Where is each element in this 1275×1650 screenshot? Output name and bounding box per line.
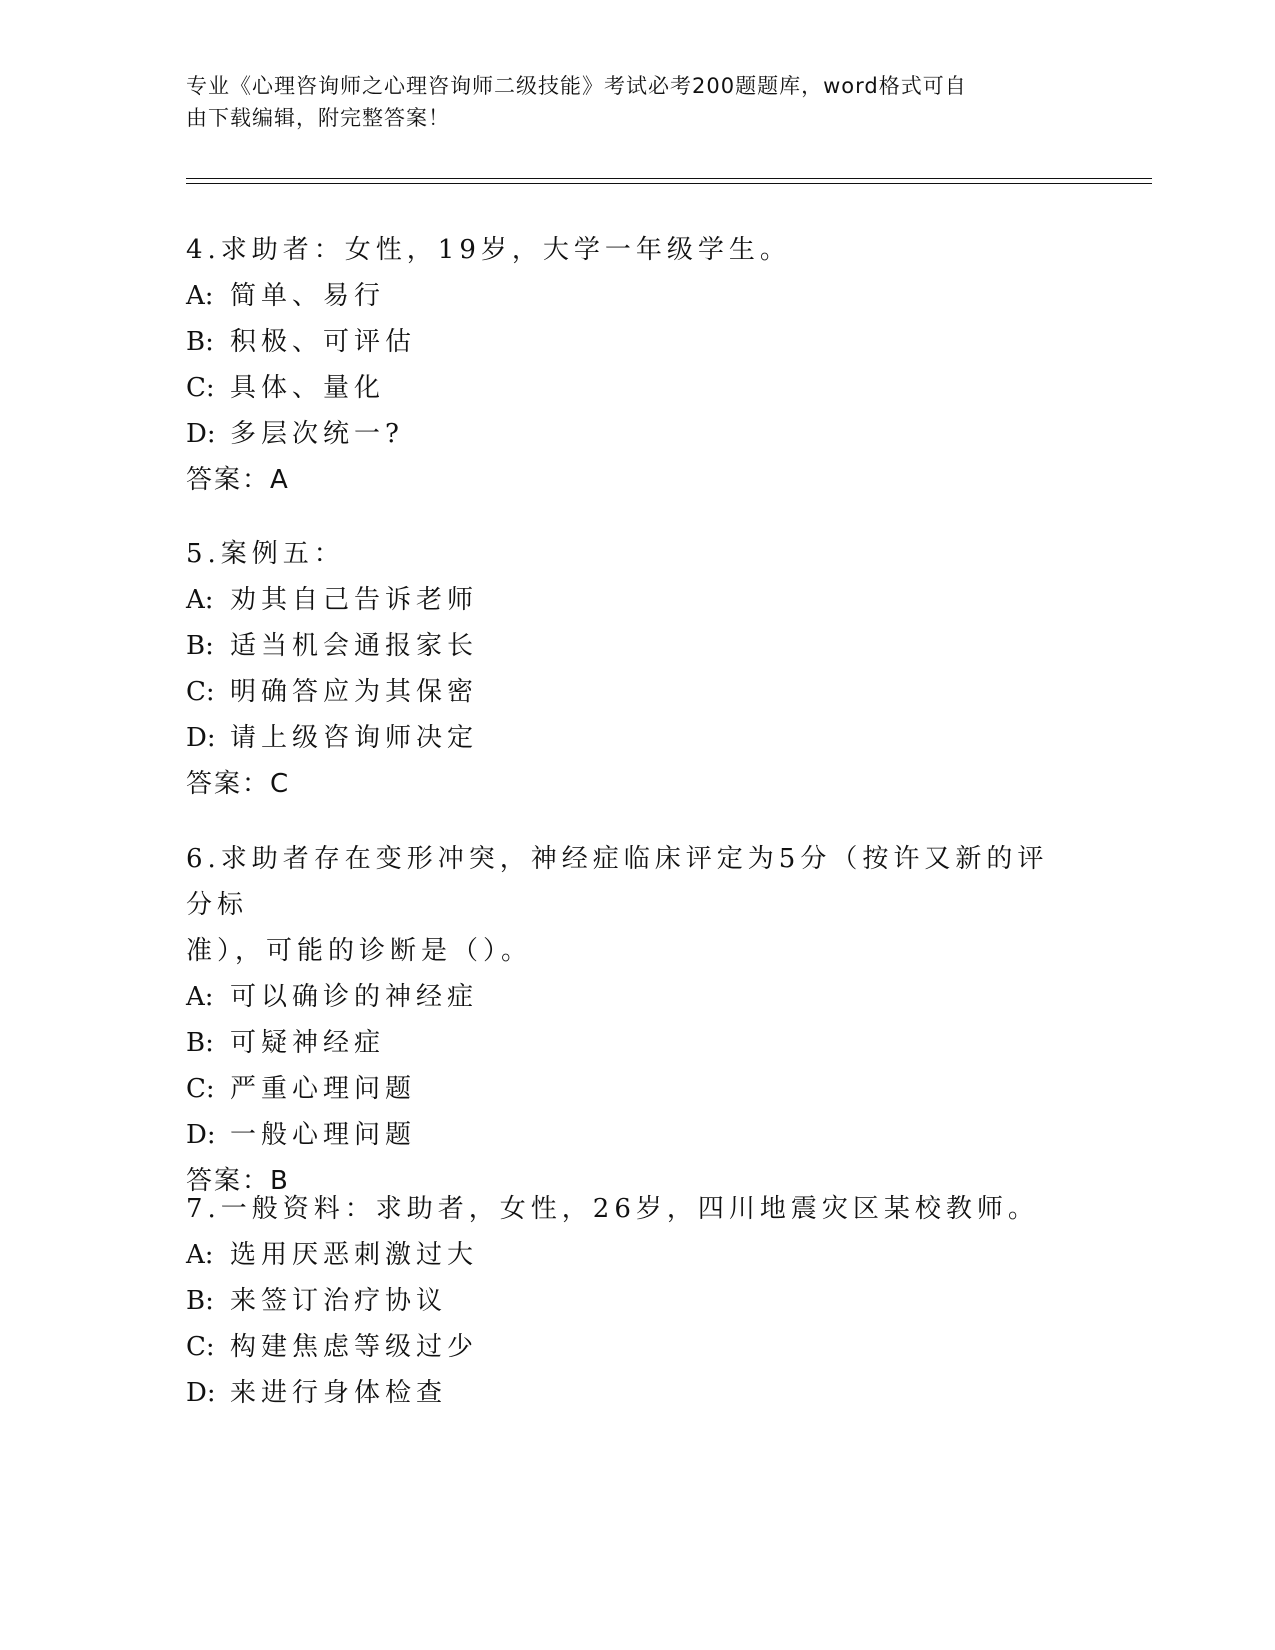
option-key: D: <box>186 1120 216 1150</box>
header-divider-bottom <box>186 183 1152 184</box>
question-4 <box>186 227 1066 503</box>
option-text: 积极、可评估 <box>230 327 417 357</box>
option-key: B: <box>186 631 214 661</box>
question-stem: 7.一般资料：求助者，女性，26岁，四川地震灾区某校教师。 <box>186 1194 1039 1224</box>
header-line-1: 专业《心理咨询师之心理咨询师二级技能》考试必考200题题库，word格式可自 <box>186 74 967 98</box>
option-text: 多层次统一? <box>230 419 404 449</box>
option-b <box>186 319 1066 365</box>
option-text: 严重心理问题 <box>230 1074 417 1104</box>
option-a <box>186 1232 1066 1278</box>
option-text: 适当机会通报家长 <box>230 631 479 661</box>
option-text: 具体、量化 <box>230 373 386 403</box>
question-stem: 4.求助者：女性，19岁，大学一年级学生。 <box>186 235 791 265</box>
option-c <box>186 365 1066 411</box>
option-d <box>186 715 1066 761</box>
option-key: B: <box>186 1028 214 1058</box>
option-key: D: <box>186 723 216 753</box>
option-text: 可疑神经症 <box>230 1028 386 1058</box>
question-5 <box>186 531 1066 807</box>
option-text: 明确答应为其保密 <box>230 677 479 707</box>
question-6 <box>186 836 1066 1204</box>
option-b <box>186 1020 1066 1066</box>
option-d <box>186 1370 1066 1416</box>
option-c <box>186 1324 1066 1370</box>
option-key: A: <box>186 281 214 311</box>
option-key: A: <box>186 1240 214 1270</box>
option-text: 请上级咨询师决定 <box>230 723 479 753</box>
option-text: 来签订治疗协议 <box>230 1286 448 1316</box>
question-stem: 6.求助者存在变形冲突，神经症临床评定为5分（按许又新的评分标 <box>186 844 1049 920</box>
option-d <box>186 1112 1066 1158</box>
option-text: 选用厌恶刺激过大 <box>230 1240 479 1270</box>
option-a <box>186 974 1066 1020</box>
header-divider-top <box>186 178 1152 179</box>
question-7 <box>186 1186 1066 1416</box>
option-text: 简单、易行 <box>230 281 386 311</box>
question-stem: 5.案例五： <box>186 539 345 569</box>
option-key: C: <box>186 373 215 403</box>
option-a <box>186 273 1066 319</box>
option-key: D: <box>186 419 216 449</box>
option-b <box>186 623 1066 669</box>
option-key: C: <box>186 677 215 707</box>
option-text: 劝其自己告诉老师 <box>230 585 479 615</box>
question-stem-continued: 准），可能的诊断是（）。 <box>186 936 533 966</box>
option-text: 构建焦虑等级过少 <box>230 1332 479 1362</box>
option-c <box>186 1066 1066 1112</box>
option-key: B: <box>186 1286 214 1316</box>
option-text: 一般心理问题 <box>230 1120 417 1150</box>
option-key: B: <box>186 327 214 357</box>
option-text: 来进行身体检查 <box>230 1378 448 1408</box>
option-b <box>186 1278 1066 1324</box>
answer-line: 答案：C <box>186 769 291 799</box>
option-c <box>186 669 1066 715</box>
option-d <box>186 411 1066 457</box>
option-a <box>186 577 1066 623</box>
option-key: D: <box>186 1378 216 1408</box>
answer-line: 答案：A <box>186 465 290 495</box>
answer-line: 答案：B <box>186 1166 290 1196</box>
option-key: C: <box>186 1332 215 1362</box>
option-text: 可以确诊的神经症 <box>230 982 479 1012</box>
option-key: C: <box>186 1074 215 1104</box>
document-header <box>186 70 1066 134</box>
option-key: A: <box>186 585 214 615</box>
option-key: A: <box>186 982 214 1012</box>
header-line-2: 由下载编辑，附完整答案！ <box>186 106 450 130</box>
